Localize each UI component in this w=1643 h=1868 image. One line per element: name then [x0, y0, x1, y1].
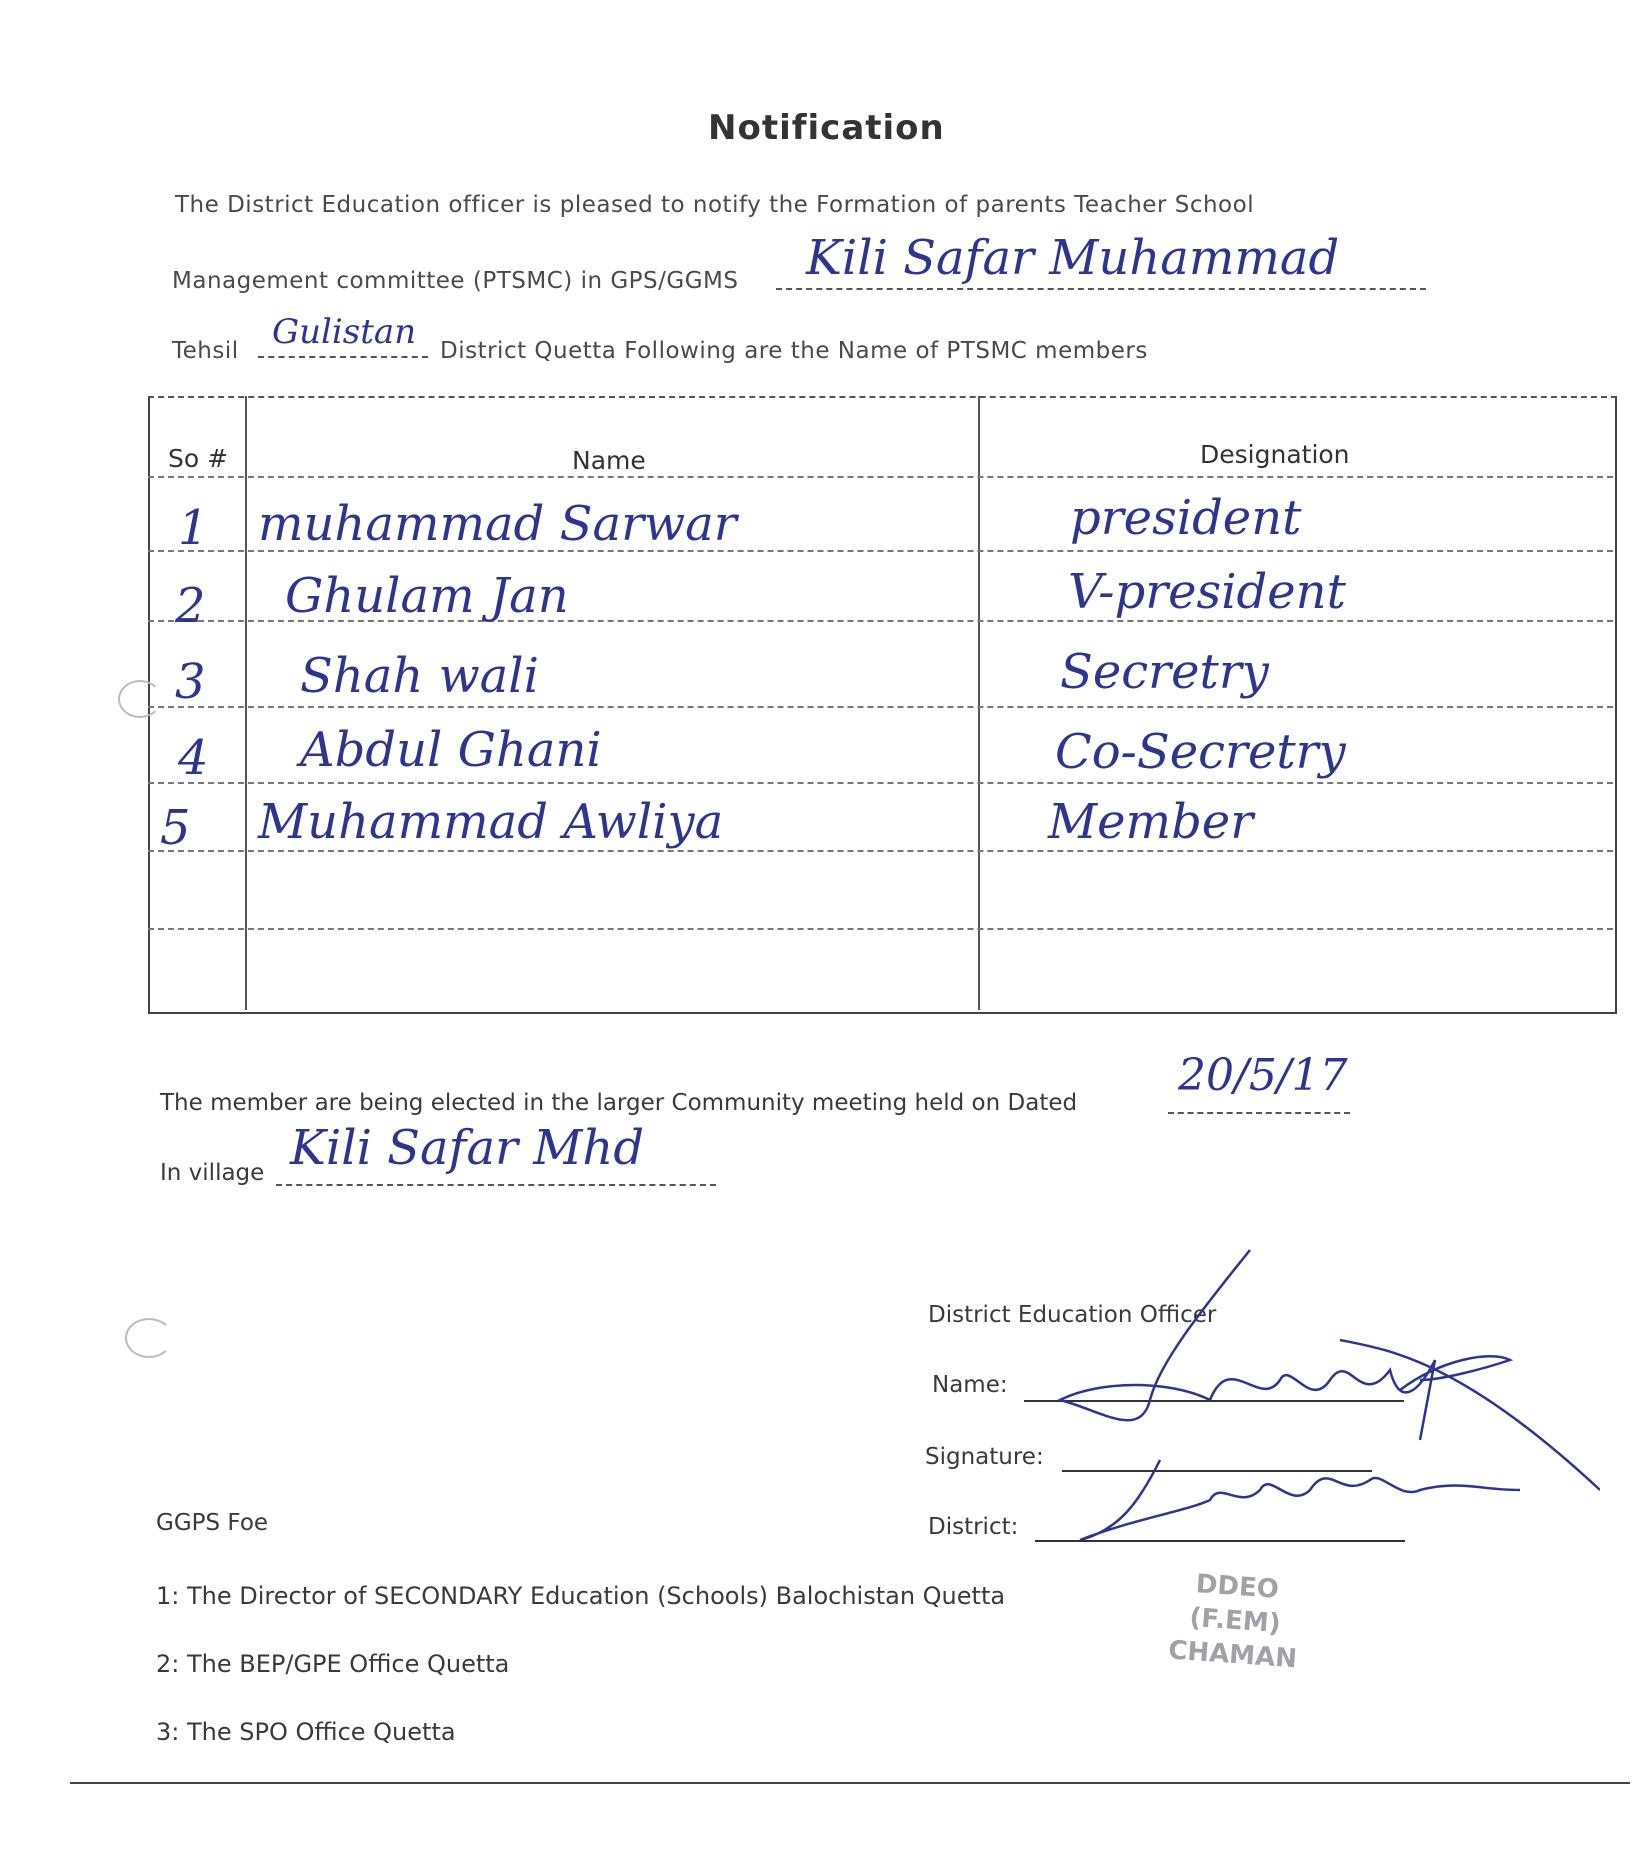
- row-4-sno: 4: [178, 730, 209, 786]
- village-field: [276, 1120, 716, 1186]
- officer-district-label: District:: [928, 1514, 1019, 1540]
- row-1-designation: president: [1070, 490, 1302, 546]
- row-2-sno: 2: [175, 578, 206, 634]
- table-row-rule: [148, 706, 1613, 708]
- stamp-line-1: DDEO: [1194, 1569, 1280, 1605]
- tehsil-value: Gulistan: [272, 312, 417, 352]
- copy-to-item-1: 1: The Director of SECONDARY Education (Schools) Balochistan Quetta: [156, 1582, 1006, 1610]
- intro-line-1: The District Education officer is pleased to notify the Formation of parents Teacher School: [175, 192, 1255, 218]
- binder-hole-mark: [125, 1318, 173, 1358]
- row-1-name: muhammad Sarwar: [258, 496, 737, 552]
- tehsil-field: [258, 312, 428, 358]
- officer-name-label: Name:: [932, 1372, 1008, 1398]
- binder-hole-mark: [118, 680, 162, 718]
- row-4-designation: Co-Secretry: [1055, 724, 1346, 780]
- row-3-sno: 3: [175, 654, 206, 710]
- bottom-rule: [70, 1782, 1630, 1784]
- table-divider-sno: [245, 396, 247, 1010]
- row-2-designation: V-president: [1068, 564, 1346, 620]
- school-name-field: [776, 230, 1426, 290]
- meeting-text: The member are being elected in the larger Community meeting held on Dated: [160, 1090, 1078, 1116]
- tehsil-label: Tehsil: [172, 338, 239, 364]
- stamp-line-3: CHAMAN: [1167, 1635, 1298, 1675]
- intro-line-2: [172, 268, 738, 294]
- office-stamp: [1147, 1564, 1324, 1678]
- officer-district-line: [1035, 1540, 1405, 1542]
- table-row-rule: [148, 782, 1613, 784]
- stamp-line-2: (F.EM): [1188, 1602, 1282, 1640]
- table-divider-name: [978, 396, 980, 1010]
- copy-to-item-3: 3: The SPO Office Quetta: [156, 1718, 456, 1746]
- table-header-rule: [148, 476, 1613, 478]
- meeting-date-value: 20/5/17: [1178, 1050, 1348, 1101]
- copy-to-item-2: 2: The BEP/GPE Office Quetta: [156, 1650, 510, 1678]
- row-3-designation: Secretry: [1060, 644, 1269, 700]
- header-sno: So #: [168, 444, 229, 473]
- row-5-designation: Member: [1048, 794, 1254, 850]
- header-designation: Designation: [1200, 440, 1350, 469]
- officer-signature-scribble: [1040, 1240, 1600, 1540]
- row-3-name: Shah wali: [300, 648, 539, 704]
- school-name-value: Kili Safar Muhammad: [806, 230, 1340, 286]
- meeting-date-field: [1168, 1050, 1350, 1114]
- row-5-sno: 5: [160, 800, 191, 856]
- row-2-name: Ghulam Jan: [285, 568, 569, 624]
- table-row-rule: [148, 850, 1613, 852]
- row-5-name: Muhammad Awliya: [258, 794, 724, 850]
- page-title: Notification: [708, 108, 945, 148]
- officer-signature-label: Signature:: [925, 1444, 1044, 1470]
- row-4-name: Abdul Ghani: [300, 722, 602, 778]
- copy-to-heading: GGPS Foe: [156, 1510, 269, 1536]
- officer-title: District Education Officer: [928, 1302, 1217, 1328]
- header-name: Name: [572, 446, 646, 475]
- intro-line-2-text: Management committee (PTSMC) in GPS/GGMS: [172, 268, 739, 294]
- intro-line-3: District Quetta Following are the Name of PTSMC members: [440, 338, 1148, 364]
- village-value: Kili Safar Mhd: [290, 1120, 645, 1176]
- table-row-rule: [148, 928, 1613, 930]
- village-label: In village: [160, 1160, 265, 1186]
- row-1-sno: 1: [178, 500, 209, 556]
- members-table: [148, 396, 1617, 1014]
